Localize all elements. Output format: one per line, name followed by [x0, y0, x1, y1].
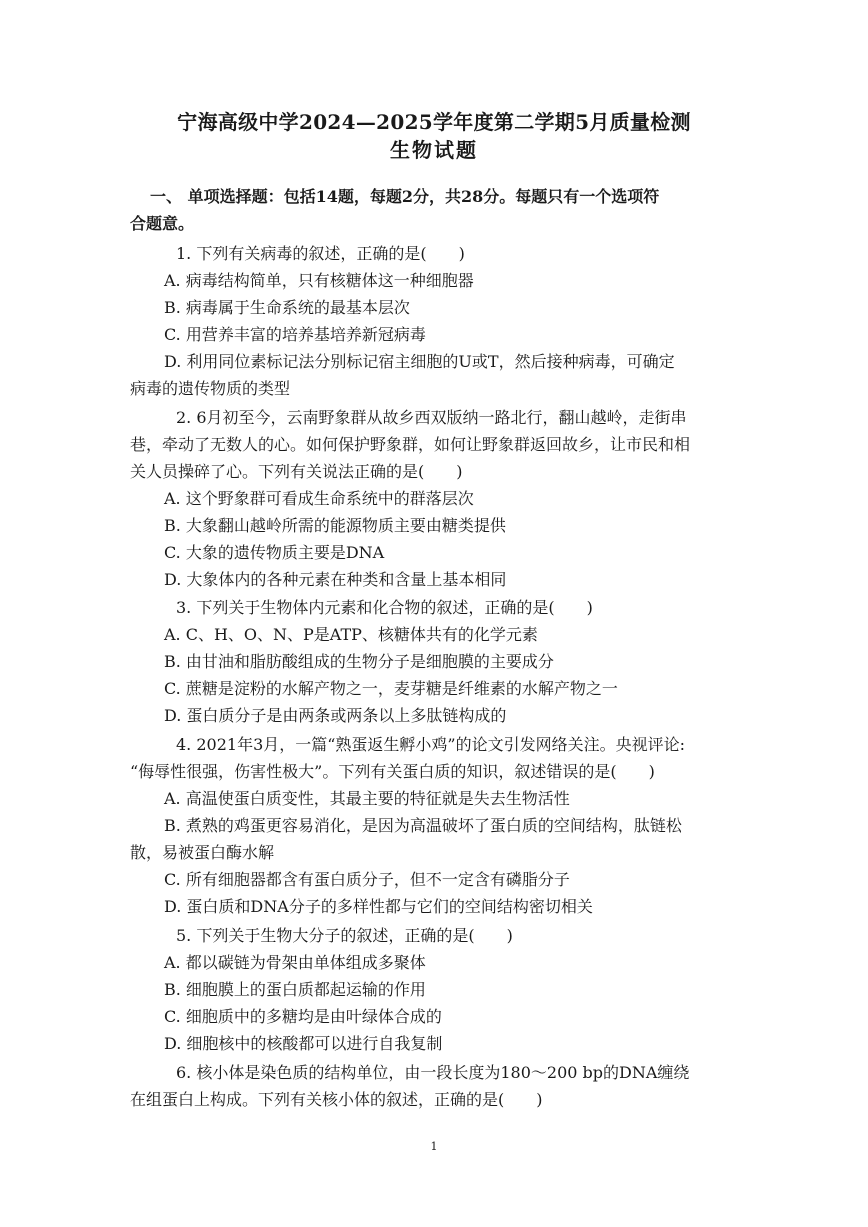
question-1-option-d: D. 利用同位素标记法分别标记宿主细胞的U或T，然后接种病毒，可确定 — [164, 352, 675, 371]
question-5-stem: 5. 下列关于生物大分子的叙述，正确的是( ) — [176, 926, 513, 945]
question-5-option-a: A. 都以碳链为骨架由单体组成多聚体 — [164, 953, 426, 972]
question-3-option-a: A. C、H、O、N、P是ATP、核糖体共有的化学元素 — [164, 625, 538, 644]
question-2-option-d: D. 大象体内的各种元素在种类和含量上基本相同 — [164, 570, 507, 589]
question-3-option-d: D. 蛋白质分子是由两条或两条以上多肽链构成的 — [164, 706, 507, 725]
subject-title: 生物试题 — [390, 138, 478, 162]
question-1-option-c: C. 用营养丰富的培养基培养新冠病毒 — [164, 325, 426, 344]
question-2-option-a: A. 这个野象群可看成生命系统中的群落层次 — [164, 489, 474, 508]
question-2-stem-cont2: 关人员操碎了心。下列有关说法正确的是( ) — [130, 462, 463, 481]
question-4-stem-cont: “侮辱性很强，伤害性极大”。下列有关蛋白质的知识，叙述错误的是( ) — [130, 762, 655, 781]
question-3-stem: 3. 下列关于生物体内元素和化合物的叙述，正确的是( ) — [176, 598, 593, 617]
question-1-stem: 1. 下列有关病毒的叙述，正确的是( ) — [176, 244, 465, 263]
question-3-option-b: B. 由甘油和脂肪酸组成的生物分子是细胞膜的主要成分 — [164, 652, 554, 671]
question-5-option-d: D. 细胞核中的核酸都可以进行自我复制 — [164, 1034, 443, 1053]
question-4-option-b: B. 煮熟的鸡蛋更容易消化，是因为高温破坏了蛋白质的空间结构，肽链松 — [164, 816, 682, 835]
question-6-stem: 6. 核小体是染色质的结构单位，由一段长度为180～200 bp的DNA缠绕 — [176, 1063, 690, 1082]
question-5-option-c: C. 细胞质中的多糖均是由叶绿体合成的 — [164, 1007, 442, 1026]
question-1-option-d-cont: 病毒的遗传物质的类型 — [130, 379, 291, 398]
question-2-stem-cont1: 巷，牵动了无数人的心。如何保护野象群，如何让野象群返回故乡，让市民和相 — [130, 435, 691, 454]
question-2-stem: 2. 6月初至今，云南野象群从故乡西双版纳一路北行，翻山越岭，走街串 — [176, 408, 687, 427]
question-1-option-a: A. 病毒结构简单，只有核糖体这一种细胞器 — [164, 271, 474, 290]
question-4-stem: 4. 2021年3月，一篇“熟蛋返生孵小鸡”的论文引发网络关注。央视评论: — [176, 735, 686, 754]
question-4-option-c: C. 所有细胞器都含有蛋白质分子，但不一定含有磷脂分子 — [164, 870, 570, 889]
question-2-option-b: B. 大象翻山越岭所需的能源物质主要由糖类提供 — [164, 516, 506, 535]
question-3-option-c: C. 蔗糖是淀粉的水解产物之一，麦芽糖是纤维素的水解产物之一 — [164, 679, 618, 698]
section-heading: 一、 单项选择题：包括14题，每题2分，共28分。每题只有一个选项符 — [150, 187, 660, 206]
question-6-stem-cont: 在组蛋白上构成。下列有关核小体的叙述，正确的是( ) — [130, 1090, 543, 1109]
section-heading-cont: 合题意。 — [130, 214, 195, 233]
exam-title: 宁海高级中学2024—2025学年度第二学期5月质量检测 — [177, 110, 691, 134]
question-2-option-c: C. 大象的遗传物质主要是DNA — [164, 543, 385, 562]
question-4-option-d: D. 蛋白质和DNA分子的多样性都与它们的空间结构密切相关 — [164, 897, 593, 916]
page-number: 1 — [430, 1140, 438, 1153]
question-5-option-b: B. 细胞膜上的蛋白质都起运输的作用 — [164, 980, 426, 999]
question-4-option-b-cont: 散，易被蛋白酶水解 — [130, 843, 275, 862]
question-1-option-b: B. 病毒属于生命系统的最基本层次 — [164, 298, 410, 317]
question-4-option-a: A. 高温使蛋白质变性，其最主要的特征就是失去生物活性 — [164, 789, 570, 808]
